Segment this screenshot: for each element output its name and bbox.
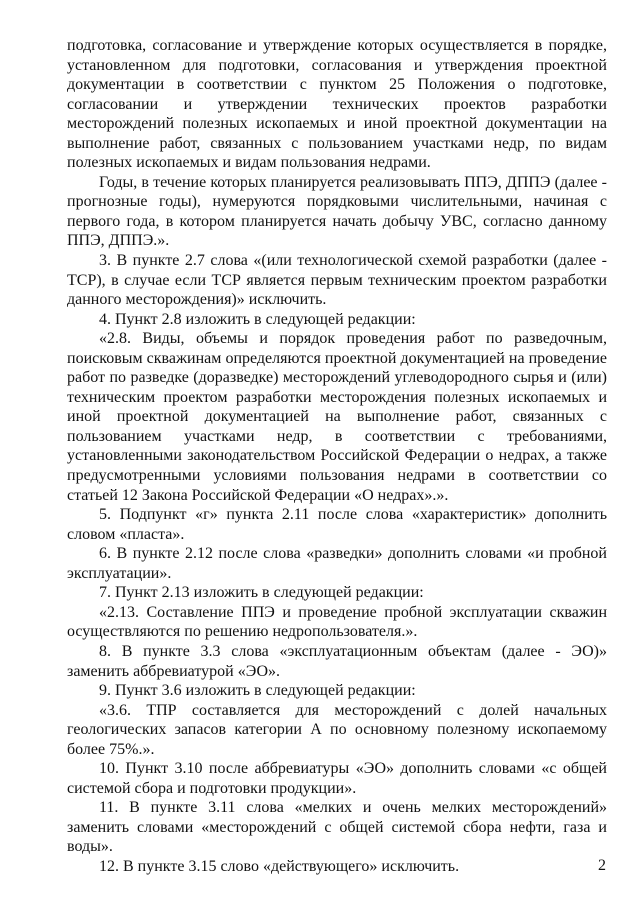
document-body	[67, 36, 607, 877]
paragraph-item-10: 10. Пункт 3.10 после аббревиатуры «ЭО» дополнить словами «с общей системой сбора и подготовки продукции».	[67, 760, 607, 797]
paragraph-item-2-8-text: «2.8. Виды, объемы и порядок проведения работ по разведочным, поисковым скважинам определяются проектной документацией на проведение работ по разведке (доразведке) месторождений углеводородного сырья и (или) техническим проектом разработки месторождения полезных ископаемых и иной проектной документацией на выполнение работ, связанных с пользованием участками недр, в соответствии с требованиями, установленными законодательством Российской Федерации о недрах, а также предусмотренными условиями пользования недрами в соответствии со статьей 12 Закона Российской Федерации «О недрах».».	[67, 330, 607, 504]
paragraph-item-3: 3. В пункте 2.7 слова «(или технологической схемой разработки (далее - ТСР), в случае если ТСР является первым техническим проектом разработки данного месторождения)» исключить.	[67, 252, 607, 309]
paragraph-item-6: 6. В пункте 2.12 после слова «разведки» дополнить словами «и пробной эксплуатации».	[67, 545, 607, 582]
paragraph-item-7: 7. Пункт 2.13 изложить в следующей редакции:	[99, 584, 424, 602]
paragraph-item-12: 12. В пункте 3.15 слово «действующего» исключить.	[99, 857, 460, 875]
paragraph-forecast-years: Годы, в течение которых планируется реализовывать ППЭ, ДППЭ (далее - прогнозные годы), нумеруются порядковыми числительными, начиная с первого года, в котором планируется начать добычу УВС, согласно данному ППЭ, ДППЭ.».	[67, 173, 607, 250]
paragraph-item-8: 8. В пункте 3.3 слова «эксплуатационным объектам (далее - ЭО)» заменить аббревиатурой «ЭО».	[67, 642, 607, 680]
paragraph-item-5: 5. Подпункт «г» пункта 2.11 после слова «характеристик» дополнить словом «пласта».	[67, 506, 607, 543]
paragraph-item-9: 9. Пункт 3.6 изложить в следующей редакции:	[99, 682, 416, 700]
paragraph-item-2-13-text: «2.13. Составление ППЭ и проведение пробной эксплуатации скважин осуществляются по решению недропользователя.».	[67, 603, 607, 641]
paragraph-item-3-6-text: «3.6. ТПР составляется для месторождений с долей начальных геологических запасов категории А по основному полезному ископаемому более 75%.».	[67, 701, 607, 758]
paragraph-continuation: подготовка, согласование и утверждение которых осуществляется в порядке, установленном для подготовки, согласования и утверждения проектной документации в соответствии с пунктом 25 Положения о подготовке, согласовании и утверждении технических проектов разработки месторождений полезных ископаемых и иной проектной документации на выполнение работ, связанных с пользованием участками недр, по видам полезных ископаемых и видам пользования недрами.	[67, 37, 607, 172]
paragraph-item-11: 11. В пункте 3.11 слова «мелких и очень мелких месторождений» заменить словами «месторождений с общей системой сбора нефти, газа и воды».	[67, 799, 607, 856]
paragraph-item-4: 4. Пункт 2.8 изложить в следующей редакции:	[99, 310, 416, 328]
page-number: 2	[598, 857, 606, 874]
